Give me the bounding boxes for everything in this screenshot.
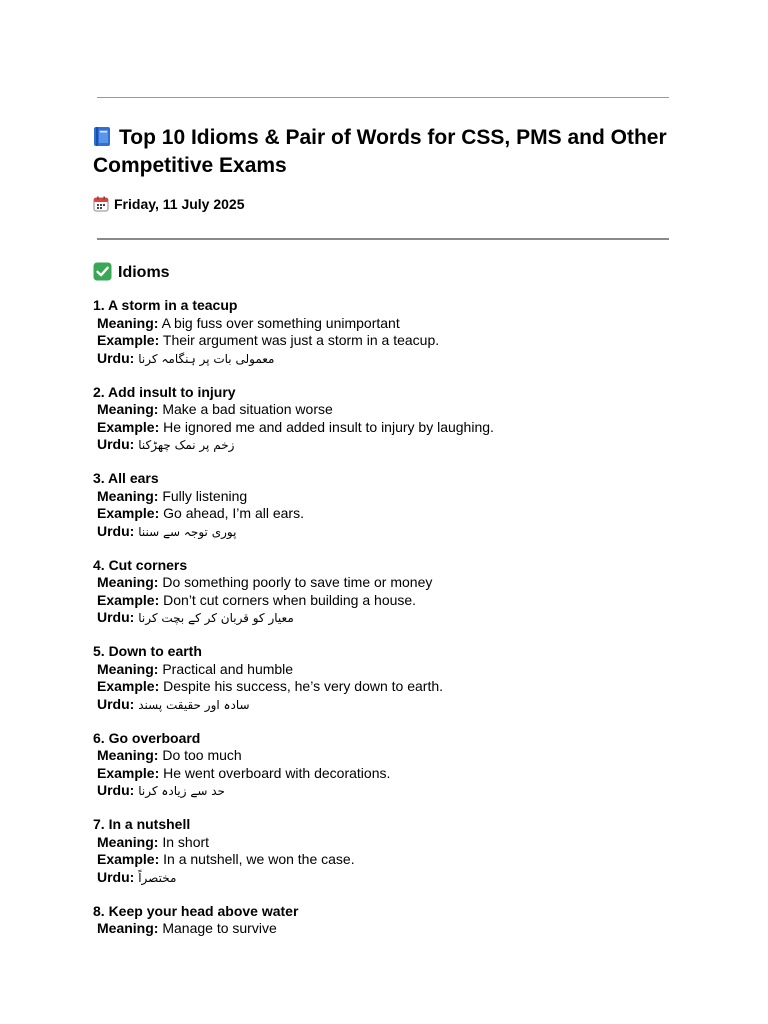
- idiom-urdu: [93, 436, 713, 455]
- example-text: Their argument was just a storm in a teacup.: [162, 332, 440, 348]
- idiom-meaning: [93, 574, 713, 592]
- urdu-text: معیار کو قربان کر کے بچت کرنا: [138, 611, 294, 625]
- idiom-example: [93, 592, 713, 610]
- urdu-label: Urdu:: [97, 436, 135, 452]
- meaning-label: Meaning:: [97, 747, 159, 763]
- idiom-item: [93, 816, 713, 887]
- example-label: Example:: [97, 678, 160, 694]
- idiom-meaning: [93, 661, 713, 679]
- idiom-urdu: [93, 523, 713, 542]
- meaning-label: Meaning:: [97, 487, 159, 504]
- example-label: Example:: [97, 418, 160, 435]
- meaning-label: Meaning:: [97, 574, 159, 590]
- idiom-item: [93, 557, 713, 628]
- example-text: He went overboard with decorations.: [163, 764, 391, 781]
- publish-date: [93, 195, 245, 213]
- urdu-text: سادہ اور حقیقت پسند: [138, 697, 250, 712]
- meaning-text: Do something poorly to save time or money: [162, 574, 433, 590]
- idiom-meaning: [93, 401, 713, 419]
- calendar-icon: [93, 196, 109, 212]
- meaning-text: Practical and humble: [162, 660, 294, 677]
- idiom-title: 1. A storm in a teacup: [93, 297, 238, 313]
- idiom-meaning: [93, 488, 713, 506]
- idiom-urdu: [93, 350, 713, 369]
- idiom-item: [93, 470, 713, 541]
- meaning-text: Make a bad situation worse: [162, 401, 333, 417]
- idiom-title: 8. Keep your head above water: [93, 902, 299, 919]
- idiom-example: [93, 332, 713, 350]
- idiom-urdu: [93, 696, 713, 715]
- urdu-label: Urdu:: [97, 609, 135, 625]
- idiom-item: [93, 643, 713, 714]
- urdu-text: پوری توجہ سے سننا: [138, 524, 237, 539]
- urdu-label: Urdu:: [97, 782, 135, 798]
- urdu-text: زخم پر نمک چھڑکنا: [138, 438, 235, 452]
- example-text: In a nutshell, we won the case.: [163, 851, 355, 867]
- example-text: He ignored me and added insult to injury by laughing.: [163, 418, 494, 435]
- idiom-meaning: [93, 834, 713, 852]
- meaning-text: Do too much: [162, 747, 242, 763]
- idiom-meaning: [93, 920, 713, 938]
- urdu-text: حد سے زیادہ کرنا: [138, 784, 225, 798]
- example-text: Despite his success, he’s very down to earth.: [163, 678, 444, 694]
- example-label: Example:: [97, 851, 160, 867]
- idiom-item: [93, 730, 713, 801]
- example-text: Don’t cut corners when building a house.: [163, 591, 417, 608]
- example-label: Example:: [97, 505, 160, 521]
- urdu-text: معمولی بات پر ہنگامہ کرنا: [138, 351, 275, 366]
- meaning-label: Meaning:: [97, 920, 159, 936]
- idiom-title: 7. In a nutshell: [93, 816, 191, 832]
- example-label: Example:: [97, 332, 160, 348]
- idiom-example: [93, 678, 713, 696]
- idiom-urdu: [93, 782, 713, 801]
- idiom-title: 4. Cut corners: [93, 556, 188, 573]
- meaning-text: A big fuss over something unimportant: [161, 314, 400, 331]
- blue-book-icon: [93, 126, 111, 147]
- example-label: Example:: [97, 764, 160, 781]
- meaning-text: Manage to survive: [162, 920, 277, 936]
- idiom-urdu: [93, 869, 713, 888]
- urdu-label: Urdu:: [97, 695, 135, 712]
- example-label: Example:: [97, 591, 160, 608]
- section-heading-text: Idioms: [118, 264, 170, 281]
- section-heading-idioms: [93, 262, 170, 284]
- idiom-urdu: [93, 609, 713, 628]
- idiom-meaning: [93, 747, 713, 765]
- idiom-example: [93, 505, 713, 523]
- idiom-item: [93, 297, 713, 368]
- idiom-item: [93, 903, 713, 938]
- idiom-item: [93, 384, 713, 455]
- idiom-title: 6. Go overboard: [93, 729, 201, 746]
- meaning-label: Meaning:: [97, 314, 159, 331]
- idiom-title: 5. Down to earth: [93, 643, 202, 659]
- example-text: Go ahead, I’m all ears.: [163, 505, 304, 521]
- meaning-label: Meaning:: [97, 401, 159, 417]
- urdu-label: Urdu:: [97, 522, 135, 539]
- urdu-label: Urdu:: [97, 868, 135, 885]
- urdu-label: Urdu:: [97, 349, 135, 366]
- top-divider: [97, 97, 669, 98]
- idiom-example: [93, 765, 713, 783]
- idiom-title: 3. All ears: [93, 470, 159, 486]
- urdu-text: مختصراً: [138, 870, 177, 885]
- page-title: [93, 124, 693, 180]
- idiom-meaning: [93, 315, 713, 333]
- page-title-text: Top 10 Idioms & Pair of Words for CSS, PMS and Other Competitive Exams: [93, 126, 667, 177]
- idiom-example: [93, 419, 713, 437]
- check-mark-icon: [93, 262, 112, 281]
- meaning-label: Meaning:: [97, 660, 159, 677]
- publish-date-text: Friday, 11 July 2025: [114, 196, 245, 212]
- idiom-list: [93, 297, 713, 953]
- meaning-text: Fully listening: [162, 487, 248, 504]
- section-divider: [97, 238, 669, 240]
- meaning-text: In short: [162, 833, 210, 850]
- idiom-title: 2. Add insult to injury: [93, 383, 236, 400]
- meaning-label: Meaning:: [97, 833, 159, 850]
- idiom-example: [93, 851, 713, 869]
